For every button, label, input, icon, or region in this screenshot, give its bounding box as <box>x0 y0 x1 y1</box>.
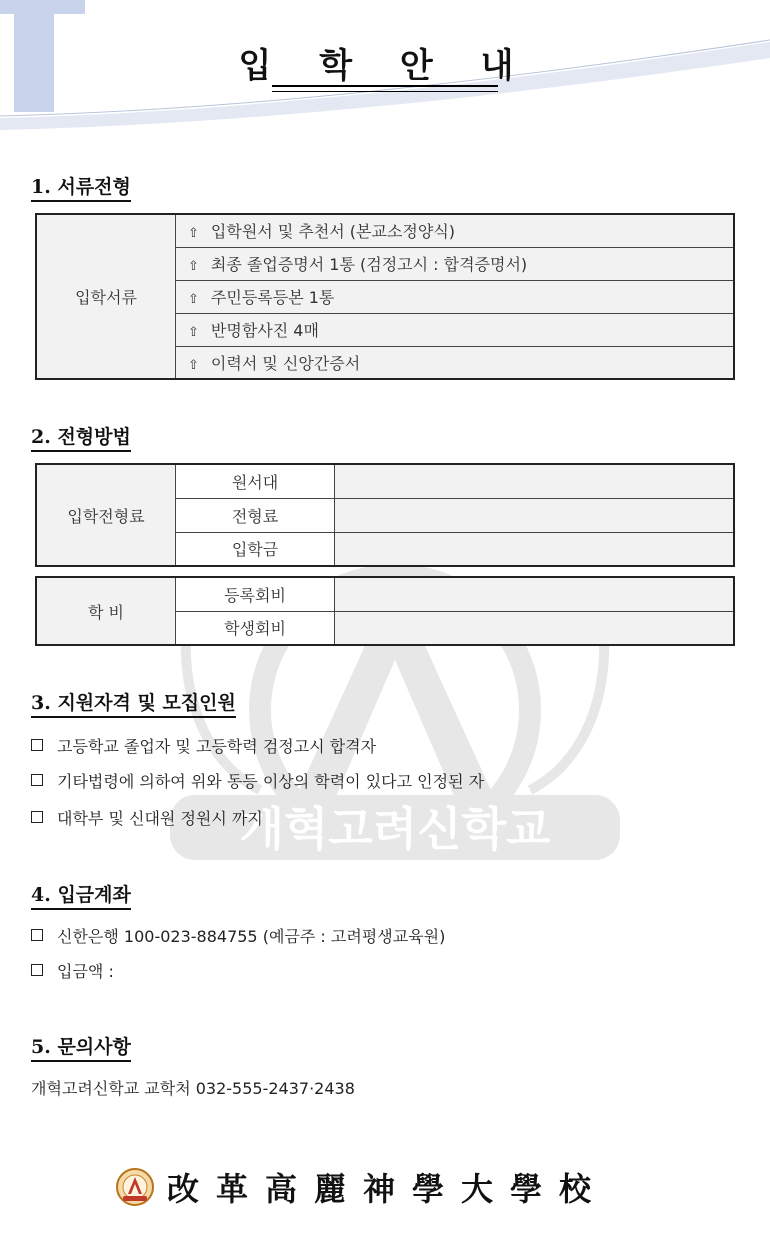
section-5-heading: 5. 문의사항 <box>31 1032 131 1062</box>
tuition-table <box>35 576 735 646</box>
document-item: ⇧ 입학원서 및 추천서 (본교소정양식) <box>176 214 735 247</box>
section-1-heading: 1. 서류전형 <box>31 172 131 202</box>
list-item: 입금액 : <box>31 959 114 982</box>
fee-row-label: 입학금 <box>176 532 335 566</box>
up-arrow-icon: ⇧ <box>188 226 199 242</box>
fee-value <box>335 532 735 566</box>
document-item: ⇧ 최종 졸업증명서 1통 (검정고시 : 합격증명서) <box>176 247 735 280</box>
school-name: 改革高麗神學大學校 <box>167 1170 609 1208</box>
page-title: 입 학 안 내 <box>238 46 532 86</box>
list-item: 신한은행 100-023-884755 (예금주 : 고려평생교육원) <box>31 924 445 947</box>
section-4-heading: 4. 입금계좌 <box>31 880 131 910</box>
list-item: 고등학교 졸업자 및 고등학력 검정고시 합격자 <box>31 734 376 757</box>
checkbox-bullet-icon <box>31 774 43 786</box>
checkbox-bullet-icon <box>31 811 43 823</box>
documents-table <box>35 213 735 380</box>
watermark-text: 개혁고려신학교 <box>239 802 551 856</box>
tuition-row-label: 등록회비 <box>176 577 335 611</box>
fee-value <box>335 464 735 498</box>
school-emblem-icon <box>115 1167 155 1207</box>
up-arrow-icon: ⇧ <box>188 292 199 307</box>
up-arrow-icon: ⇧ <box>188 357 199 373</box>
fee-row-label: 전형료 <box>176 498 335 532</box>
tuition-row-label: 학생회비 <box>176 611 335 645</box>
tuition-value <box>335 611 735 645</box>
section-3-heading: 3. 지원자격 및 모집인원 <box>31 688 236 718</box>
list-item: 대학부 및 신대원 정원시 까지 <box>31 806 263 829</box>
up-arrow-icon: ⇧ <box>188 325 199 340</box>
document-item: ⇧ 이력서 및 신앙간증서 <box>176 346 735 379</box>
checkbox-bullet-icon <box>31 739 43 751</box>
fee-value <box>335 498 735 532</box>
title-underline <box>272 85 498 92</box>
document-item: ⇧ 반명함사진 4매 <box>176 313 735 346</box>
list-item: 기타법령에 의하여 위와 동등 이상의 학력이 있다고 인정된 자 <box>31 769 484 792</box>
up-arrow-icon: ⇧ <box>188 259 199 274</box>
document-item: ⇧ 주민등록등본 1통 <box>176 280 735 313</box>
fee-row-label: 원서대 <box>176 464 335 498</box>
tuition-value <box>335 577 735 611</box>
checkbox-bullet-icon <box>31 964 43 976</box>
footer <box>115 1165 608 1209</box>
fee-table <box>35 463 735 567</box>
fee-label: 입학전형료 <box>36 464 176 566</box>
checkbox-bullet-icon <box>31 929 43 941</box>
section-2-heading: 2. 전형방법 <box>31 422 131 452</box>
documents-label: 입학서류 <box>36 214 176 379</box>
tuition-label: 학 비 <box>36 577 176 645</box>
contact-info: 개혁고려신학교 교학처 032-555-2437·2438 <box>31 1079 355 1098</box>
